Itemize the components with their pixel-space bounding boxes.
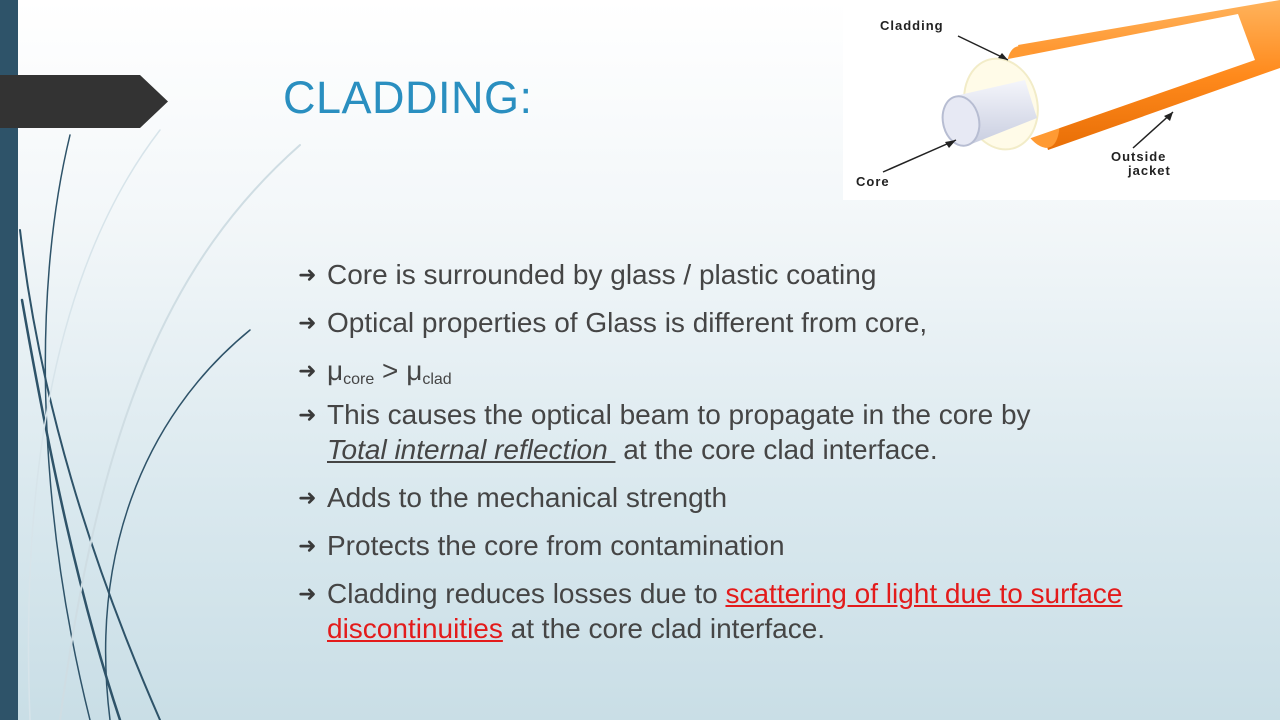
arrow-bullet-icon: ➜ <box>298 310 317 335</box>
bullet-item <box>298 257 1228 292</box>
bullet-text: This causes the optical beam to propagate in the core by <box>327 399 1031 430</box>
arrow-bullet-icon: ➜ <box>298 358 317 383</box>
figure-label-jacket: jacket <box>1128 163 1171 178</box>
subscript-clad: clad <box>422 371 452 388</box>
figure-label-cladding: Cladding <box>880 18 944 33</box>
bullet-item <box>298 528 1228 563</box>
bullet-item <box>298 305 1228 340</box>
mu-symbol: μ <box>406 355 423 386</box>
title-tab-arrow <box>0 75 168 128</box>
scattering-link[interactable]: scattering of light due to surface discontinuities <box>327 578 1123 644</box>
bullet-text: Adds to the mechanical strength <box>327 482 728 513</box>
figure-label-core: Core <box>856 174 890 189</box>
bullet-list <box>298 257 1228 659</box>
arrow-bullet-icon: ➜ <box>298 533 317 558</box>
bullet-item <box>298 480 1228 515</box>
bullet-text: Optical properties of Glass is different from core, <box>327 307 928 338</box>
bullet-text: at the core clad interface. <box>502 613 826 644</box>
subscript-core: core <box>343 371 375 388</box>
arrow-bullet-icon: ➜ <box>298 485 317 510</box>
bullet-item <box>298 397 1228 467</box>
arrow-bullet-icon: ➜ <box>298 402 317 427</box>
figure-label-outside: Outside <box>1111 149 1167 164</box>
slide-title: CLADDING: <box>283 72 533 123</box>
mu-symbol: μ <box>327 355 344 386</box>
bullet-item-refractive-index <box>298 353 1228 397</box>
bullet-text: at the core clad interface. <box>615 434 938 465</box>
greater-than: > <box>374 355 407 386</box>
bullet-text: Protects the core from contamination <box>327 530 785 561</box>
arrow-bullet-icon: ➜ <box>298 262 317 287</box>
bullet-item <box>298 576 1228 646</box>
fiber-optic-cable-figure <box>843 0 1280 200</box>
emphasized-term: Total internal reflection <box>327 434 616 465</box>
bullet-text: Cladding reduces losses due to <box>327 578 726 609</box>
arrow-bullet-icon: ➜ <box>298 581 317 606</box>
bullet-text: Core is surrounded by glass / plastic coating <box>327 259 877 290</box>
